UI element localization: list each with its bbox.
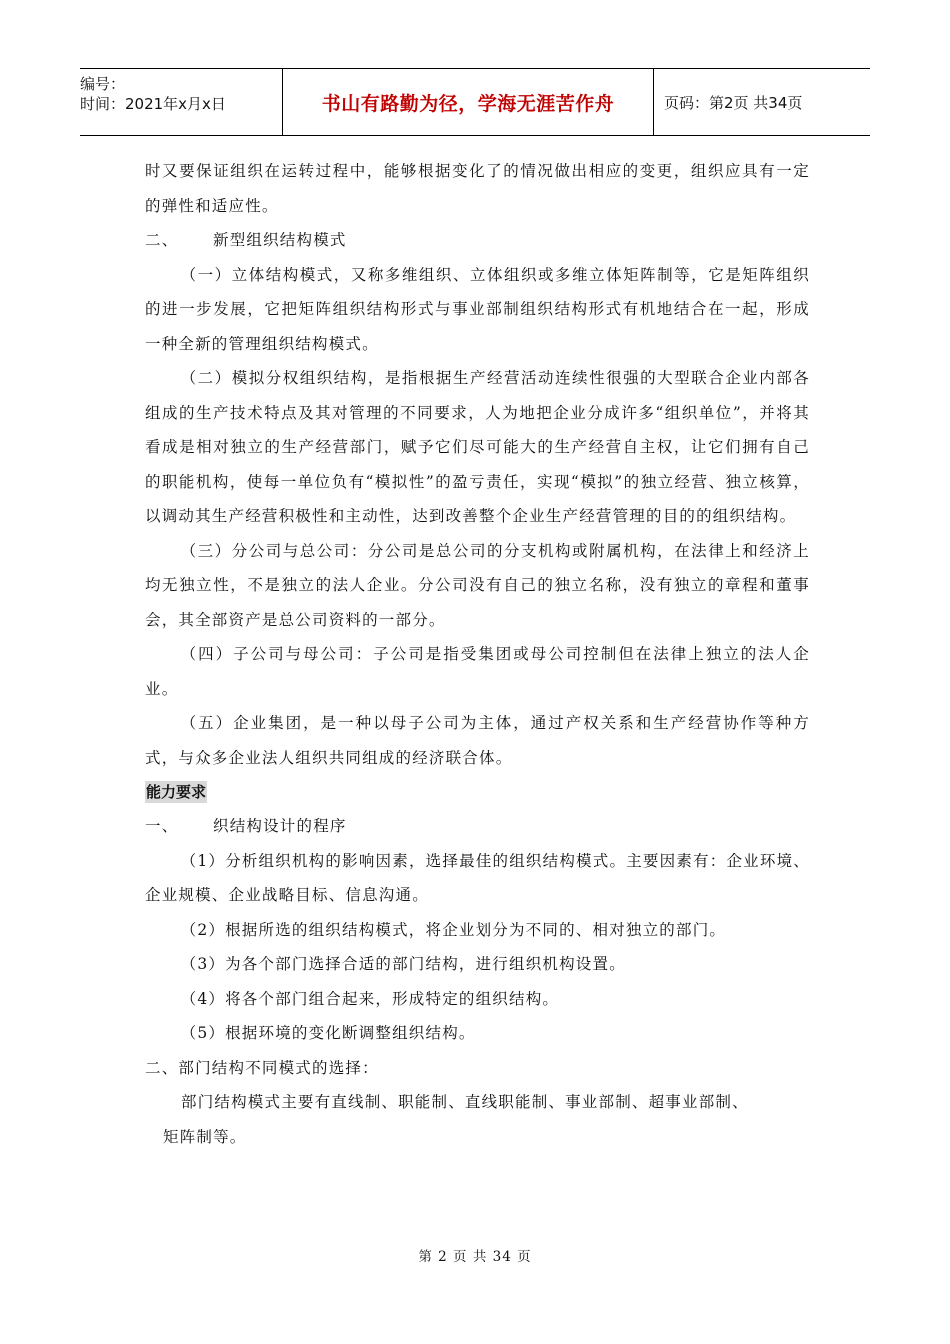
paragraph: （四）子公司与母公司：子公司是指受集团或母公司控制但在法律上独立的法人企业。 [145,645,810,698]
section-heading [145,809,810,844]
step-item: （5）根据环境的变化断调整组织结构。 [180,1024,476,1042]
page-footer: 第 2 页 共 34 页 [418,1249,532,1265]
paragraph: （五）企业集团，是一种以母子公司为主体，通过产权关系和生产经营协作等种方式，与众多企业法人组织共同组成的经济联合体。 [145,714,810,767]
header-meta [80,69,282,135]
ability-heading: 能力要求 [146,783,207,801]
document-body [145,154,810,1154]
section-heading: 二、部门结构不同模式的选择： [145,1058,379,1077]
number-label: 编号： [80,75,126,93]
section-title: 新型组织结构模式 [213,231,347,249]
paragraph: （一）立体结构模式，又称多维组织、立体组织或多维立体矩阵制等，它是矩阵组织的进一步发展，它把矩阵组织结构形式与事业部制组织结构形式有机地结合在一起，形成一种全新的管理组织结构模式。 [145,265,810,353]
section-title: 织结构设计的程序 [213,817,347,835]
step-item: （1）分析组织机构的影响因素，选择最佳的组织结构模式。主要因素有：企业环境、企业规模、企业战略目标、信息沟通。 [145,851,810,904]
step-item: （3）为各个部门选择合适的部门结构，进行组织机构设置。 [180,955,626,973]
section-heading [145,223,810,258]
section-number: 二、 [145,231,179,249]
paragraph-line: 部门结构模式主要有直线制、职能制、直线职能制、事业部制、超事业部制、 [181,1093,749,1111]
page-header [80,68,870,136]
section-number: 一、 [145,817,179,835]
step-item: （4）将各个部门组合起来，形成特定的组织结构。 [180,989,560,1008]
paragraph: （二）模拟分权组织结构，是指根据生产经营活动连续性很强的大型联合企业内部各组成的生产技术特点及其对管理的不同要求，人为地把企业分成许多“组织单位”，并将其看成是相对独立的生产经营部门，赋予它们尽可能大的生产经营自主权，让它们拥有自己的职能机构，使每一单位负有“模拟性”的盈亏责任，实现“模拟”的独立经营、独立核算，以调动其生产经营积极性和主动性，达到改善整个企业生产经营管理的目的的组织结构。 [145,369,810,525]
paragraph: 时又要保证组织在运转过程中，能够根据变化了的情况做出相应的变更，组织应具有一定的弹性和适应性。 [145,162,810,215]
step-item: （2）根据所选的组织结构模式，将企业划分为不同的、相对独立的部门。 [180,920,727,939]
paragraph-line: 矩阵制等。 [163,1127,247,1146]
date-line: 时间：2021年x月x日 [80,95,226,113]
header-motto: 书山有路勤为径，学海无涯苦作舟 [282,69,654,135]
paragraph: （三）分公司与总公司：分公司是总公司的分支机构或附属机构，在法律上和经济上均无独立性，不是独立的法人企业。分公司没有自己的独立名称，没有独立的章程和董事会，其全部资产是总公司资料的一部分。 [145,541,810,629]
header-page-info: 页码：第2页 共34页 [664,93,803,112]
